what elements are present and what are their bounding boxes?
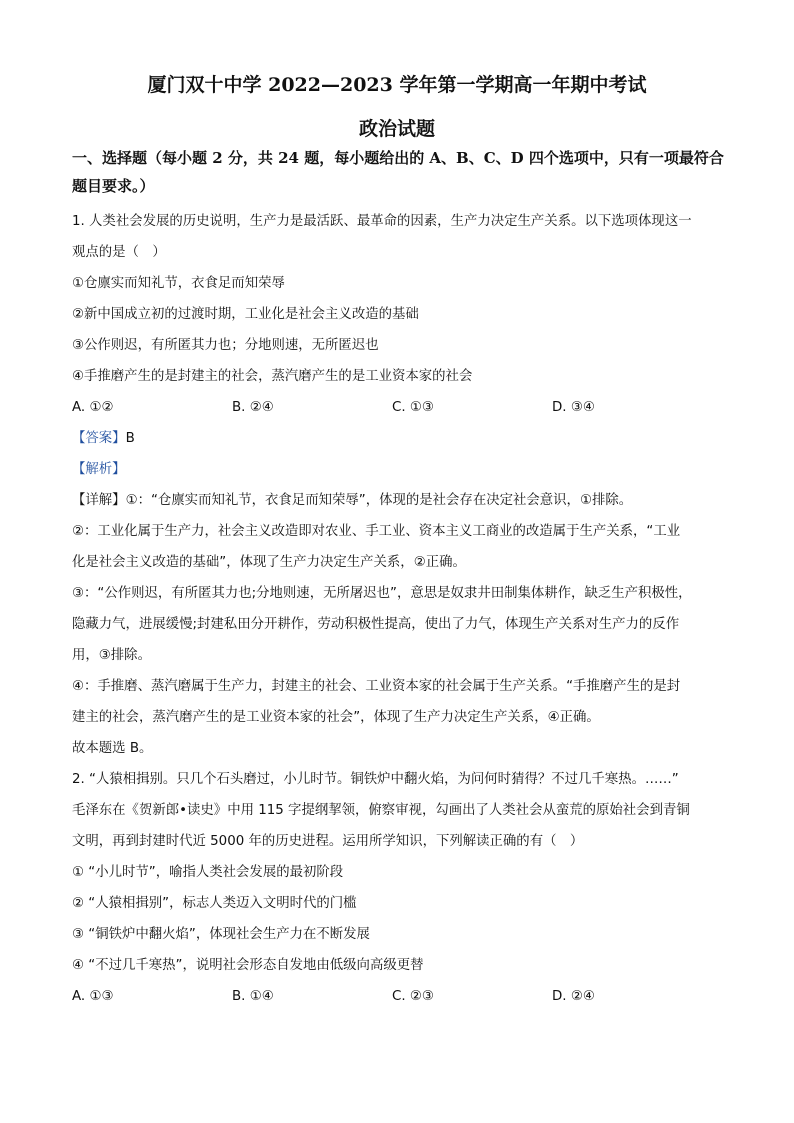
q2-option-d: D. ②④ xyxy=(552,989,595,1004)
q1-item: ④手推磨产生的是封建主的社会，蒸汽磨产生的是工业资本家的社会 xyxy=(72,369,473,384)
exam-title: 厦门双十中学 2022—2023 学年第一学期高一年期中考试 xyxy=(147,74,647,96)
q2-option-b: B. ①④ xyxy=(232,989,274,1004)
q1-options xyxy=(72,392,724,423)
q1-item: ③公作则迟，有所匿其力也；分地则速，无所匿迟也 xyxy=(72,338,379,353)
q2-option-a: A. ①③ xyxy=(72,989,114,1004)
detail-text: ①：“仓廪实而知礼节，衣食足而知荣辱”，体现的是社会存在决定社会意识，①排除。 xyxy=(125,493,633,508)
q2-stem-line: 毛泽东在《贺新郎•读史》中用 115 字提纲挈领，俯察审视，勾画出了人类社会从蛮荒的原始社会到青铜 xyxy=(72,803,690,818)
q1-detail-line: 隐藏力气，进展缓慢;封建私田分开耕作，劳动积极性提高，使出了力气，体现生产关系对生产力的反作 xyxy=(72,617,680,632)
exam-subject: 政治试题 xyxy=(358,118,435,140)
q1-item: ①仓廪实而知礼节，衣食足而知荣辱 xyxy=(72,276,285,291)
q1-analysis xyxy=(72,454,724,485)
q1-detail-line: ③：“公作则迟，有所匿其力也;分地则速，无所屠迟也”，意思是奴隶井田制集体耕作，缺乏生产积极性， xyxy=(72,586,692,601)
q1-detail-line: 用，③排除。 xyxy=(72,648,151,663)
section-heading: 一、选择题（每小题 2 分，共 24 题，每小题给出的 A、B、C、D 四个选项中，只有一项最符合题目要求。） xyxy=(72,149,724,195)
q1-detail-line: 建主的社会，蒸汽磨产生的是工业资本家的社会”，体现了生产力决定生产关系，④正确。 xyxy=(72,710,600,725)
q2-stem-line: 文明，再到封建时代近 5000 年的历史进程。运用所学知识，下列解读正确的有（ ） xyxy=(72,834,584,849)
q1-option-a: A. ①② xyxy=(72,400,114,415)
q2-option-c: C. ②③ xyxy=(392,989,434,1004)
q1-option-d: D. ③④ xyxy=(552,400,595,415)
q2-item: ② “人猿相揖别”，标志人类迈入文明时代的门槛 xyxy=(72,896,357,911)
question-content xyxy=(72,206,724,1012)
q1-detail-line: 故本题选 B。 xyxy=(72,741,153,756)
analysis-label: 【解析】 xyxy=(72,462,126,477)
q1-stem-line: 1. 人类社会发展的历史说明，生产力是最活跃、最革命的因素，生产力决定生产关系。以下选项体现这一 xyxy=(72,214,692,229)
q1-answer xyxy=(72,423,724,454)
q1-stem-line: 观点的是（ ） xyxy=(72,245,166,260)
q1-detail-line: ②：工业化属于生产力，社会主义改造即对农业、手工业、资本主义工商业的改造属于生产关系，“工业 xyxy=(72,524,681,539)
q2-options xyxy=(72,981,724,1012)
q2-item: ③ “铜铁炉中翻火焰”，体现社会生产力在不断发展 xyxy=(72,927,370,942)
q2-item: ④ “不过几千寒热”，说明社会形态自发地由低级向高级更替 xyxy=(72,958,424,973)
q2-stem-line: 2. “人猿相揖别。只几个石头磨过，小儿时节。铜铁炉中翻火焰，为问何时猜得？不过几千寒热。……” xyxy=(72,772,679,787)
q1-item: ②新中国成立初的过渡时期，工业化是社会主义改造的基础 xyxy=(72,307,419,322)
q1-option-b: B. ②④ xyxy=(232,400,274,415)
q1-option-c: C. ①③ xyxy=(392,400,434,415)
q2-item: ① “小儿时节”，喻指人类社会发展的最初阶段 xyxy=(72,865,344,880)
q1-detail-line xyxy=(72,485,724,516)
detail-label: 【详解】 xyxy=(72,493,126,508)
q1-detail-line: 化是社会主义改造的基础”，体现了生产力决定生产关系，②正确。 xyxy=(72,555,466,570)
answer-label: 【答案】 xyxy=(72,431,126,446)
answer-value: B xyxy=(125,431,135,446)
q1-detail-line: ④：手推磨、蒸汽磨属于生产力，封建主的社会、工业资本家的社会属于生产关系。“手推磨产生的是封 xyxy=(72,679,681,694)
